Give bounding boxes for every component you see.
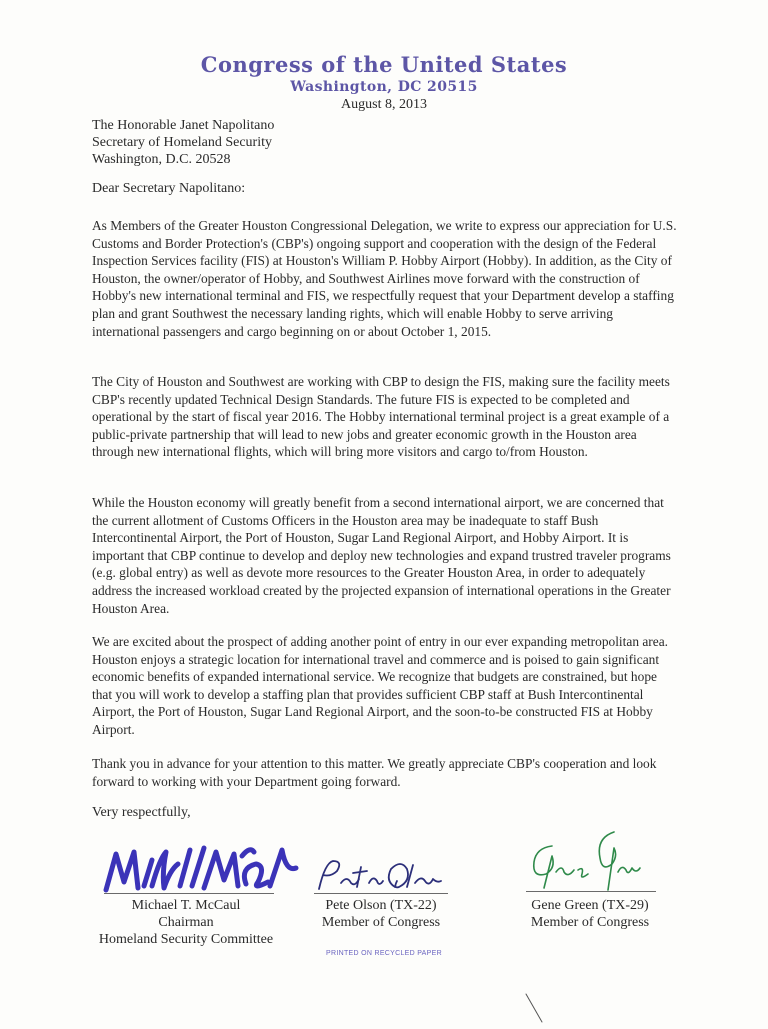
signer-name: Gene Green (TX-29) bbox=[531, 898, 649, 913]
recipient-title: Secretary of Homeland Security bbox=[92, 135, 272, 150]
signer-green bbox=[515, 897, 665, 931]
recipient-name: The Honorable Janet Napolitano bbox=[92, 118, 275, 133]
signer-committee: Homeland Security Committee bbox=[98, 932, 274, 947]
closing: Very respectfully, bbox=[92, 805, 191, 820]
letterhead-title: Congress of the United States bbox=[200, 52, 568, 77]
corner-pen-mark bbox=[522, 992, 552, 1029]
recycled-paper-notice: PRINTED ON RECYCLED PAPER bbox=[326, 950, 442, 957]
signer-title: Member of Congress bbox=[321, 915, 441, 930]
paragraph-2: The City of Houston and Southwest are working with CBP to design the FIS, making sure the facility meets CBP's recently updated Technical Design Standards. The future FIS is expected to be completed and operational by the start of fiscal year 2016. The Hobby international terminal project is a great example of a public-private partnership that will lead to new jobs and greater economic growth in the Houston area through new international flights, which will bring more visitors and cargo to/from Houston. bbox=[92, 374, 670, 460]
signer-mccaul bbox=[86, 897, 286, 948]
mccaul-signature bbox=[100, 842, 305, 897]
signer-olson bbox=[306, 897, 456, 931]
signer-title: Member of Congress bbox=[530, 915, 650, 930]
signature-line-2 bbox=[314, 893, 448, 894]
green-signature bbox=[522, 828, 642, 893]
recipient-city: Washington, D.C. 20528 bbox=[92, 152, 231, 167]
recipient-address bbox=[92, 117, 274, 168]
paragraph-5: Thank you in advance for your attention to this matter. We greatly appreciate CBP's cooperation and look forward to working with your Department going forward. bbox=[92, 756, 657, 789]
signer-title: Chairman bbox=[158, 915, 214, 930]
olson-signature bbox=[315, 857, 445, 895]
salutation: Dear Secretary Napolitano: bbox=[92, 181, 246, 196]
signature-line-1 bbox=[104, 893, 274, 894]
letterhead-city: Washington, DC 20515 bbox=[290, 79, 478, 95]
paragraph-1: As Members of the Greater Houston Congressional Delegation, we write to express our appreciation for U.S. Customs and Border Protection's (CBP's) ongoing support and cooperation with the design of the Federal Inspection Services facility (FIS) at Houston's William P. Hobby Airport (Hobby). In addition, as the City of Houston, the owner/operator of Hobby, and Southwest Airlines move forward with the construction of Hobby's new international terminal and FIS, we respectfully request that your Department develop a staffing plan and grant Southwest the necessary landing rights, which will enable Hobby to serve arriving international passengers and cargo beginning on or about October 1, 2015. bbox=[92, 218, 677, 339]
paragraph-3: While the Houston economy will greatly benefit from a second international airport, we are concerned that the current allotment of Customs Officers in the Houston area may be inadequate to staff Bush Intercontinental Airport, the Port of Houston, Sugar Land Regional Airport, and Hobby Airport. It is important that CBP continue to develop and deploy new technologies and expand trustred traveler programs (e.g. global entry) as well as devote more resources to the Greater Houston Area, in order to adequately address the increased workload created by the projected expansion of international operations in the Greater Houston Area. bbox=[92, 495, 671, 616]
paragraph-4: We are excited about the prospect of adding another point of entry in our ever expanding metropolitan area. Houston enjoys a strategic location for international travel and commerce and is poised to gain significant economic benefits of expanded international service. We recognize that budgets are constrained, but hope that you will work to develop a staffing plan that provides sufficient CBP staff at Bush Intercontinental Airport, the Port of Houston, Sugar Land Regional Airport, and the soon-to-be constructed FIS at Hobby Airport. bbox=[92, 634, 668, 737]
signer-name: Pete Olson (TX-22) bbox=[325, 898, 437, 913]
signer-name: Michael T. McCaul bbox=[131, 898, 241, 913]
signature-line-3 bbox=[526, 891, 656, 892]
letter-date: August 8, 2013 bbox=[341, 97, 427, 112]
